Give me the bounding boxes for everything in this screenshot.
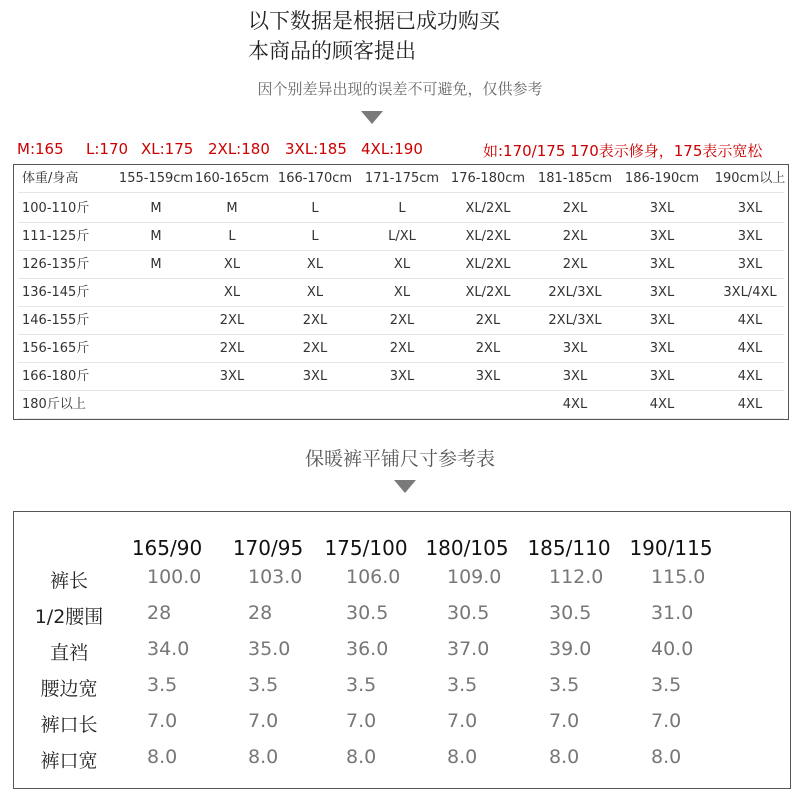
size-cell: 2XL bbox=[219, 313, 245, 328]
measurement-value: 3.5 bbox=[651, 674, 682, 696]
table-row bbox=[14, 223, 788, 251]
size-column-header: 170/95 bbox=[232, 536, 304, 560]
measurement-value: 8.0 bbox=[447, 746, 478, 768]
measurement-value: 3.5 bbox=[248, 674, 279, 696]
size-cell: 3XL bbox=[649, 285, 675, 300]
measurement-value: 7.0 bbox=[549, 710, 580, 732]
measurement-label: 直裆 bbox=[49, 642, 88, 664]
size-cell: 3XL bbox=[649, 257, 675, 272]
size-cell: 2XL bbox=[302, 341, 328, 356]
weight-cell: 180斤以上 bbox=[22, 397, 86, 412]
header-cell: 166-170cm bbox=[277, 171, 353, 186]
table-row bbox=[14, 251, 788, 279]
intro-line-2: 本商品的顾客提出 bbox=[248, 39, 416, 63]
measurement-label: 裤口宽 bbox=[40, 750, 98, 772]
size-cell: 2XL/3XL bbox=[548, 313, 602, 328]
size-cell: 3XL bbox=[389, 369, 415, 384]
measurement-value: 7.0 bbox=[147, 710, 178, 732]
header-cell: 160-165cm bbox=[194, 171, 270, 186]
size-cell: 4XL bbox=[737, 397, 763, 412]
size-cell: 3XL/4XL bbox=[723, 285, 777, 300]
size-cell: XL bbox=[306, 285, 324, 300]
measurement-value: 7.0 bbox=[651, 710, 682, 732]
size-cell: 4XL bbox=[737, 341, 763, 356]
measurement-label: 腰边宽 bbox=[40, 678, 98, 700]
size-cell: 3XL bbox=[562, 369, 588, 384]
size-cell: 2XL bbox=[302, 313, 328, 328]
header-cell: 171-175cm bbox=[364, 171, 440, 186]
row-divider bbox=[18, 418, 784, 419]
header-cell: 181-185cm bbox=[537, 171, 613, 186]
table-row bbox=[14, 335, 788, 363]
size-cell: XL/2XL bbox=[465, 257, 511, 272]
size-cell: 2XL bbox=[562, 229, 588, 244]
size-cell: M bbox=[150, 257, 162, 272]
table-row bbox=[14, 195, 788, 223]
measurement-value: 36.0 bbox=[346, 638, 389, 660]
weight-cell: 156-165斤 bbox=[22, 341, 90, 356]
measurement-value: 30.5 bbox=[346, 602, 389, 624]
size-cell: XL bbox=[306, 257, 324, 272]
measurement-label: 裤长 bbox=[49, 570, 88, 592]
measurement-value: 8.0 bbox=[549, 746, 580, 768]
weight-cell: 100-110斤 bbox=[22, 201, 90, 216]
table-header-row bbox=[14, 165, 788, 193]
size-note: 如:170/175 170表示修身，175表示宽松 bbox=[483, 142, 763, 160]
size-cell: 2XL/3XL bbox=[548, 285, 602, 300]
size-cell: XL bbox=[223, 285, 241, 300]
measurement-value: 103.0 bbox=[248, 566, 303, 588]
weight-cell: 111-125斤 bbox=[22, 229, 90, 244]
weight-cell: 136-145斤 bbox=[22, 285, 90, 300]
size-cell: 2XL bbox=[219, 341, 245, 356]
header-cell: 190cm以上 bbox=[714, 171, 786, 186]
size-cell: XL bbox=[223, 257, 241, 272]
header-cell: 176-180cm bbox=[450, 171, 526, 186]
measurement-value: 8.0 bbox=[346, 746, 377, 768]
header-cell: 155-159cm bbox=[118, 171, 194, 186]
weight-cell: 126-135斤 bbox=[22, 257, 90, 272]
measurement-value: 3.5 bbox=[447, 674, 478, 696]
measurement-value: 28 bbox=[147, 602, 172, 624]
size-cell: XL/2XL bbox=[465, 285, 511, 300]
size-cell: 3XL bbox=[649, 369, 675, 384]
size-map-item: 4XL:190 bbox=[361, 140, 423, 158]
size-column-header: 175/100 bbox=[324, 536, 408, 560]
measurement-value: 3.5 bbox=[346, 674, 377, 696]
size-cell: 3XL bbox=[302, 369, 328, 384]
size-cell: L bbox=[228, 229, 236, 244]
size-cell: 4XL bbox=[649, 397, 675, 412]
size-cell: 3XL bbox=[649, 313, 675, 328]
size-cell: M bbox=[150, 229, 162, 244]
size-column-header: 180/105 bbox=[425, 536, 509, 560]
size-cell: 3XL bbox=[649, 201, 675, 216]
size-cell: 3XL bbox=[475, 369, 501, 384]
intro-title bbox=[248, 6, 500, 66]
size-map-item: M:165 bbox=[17, 140, 64, 158]
table-row bbox=[14, 279, 788, 307]
size-cell: 2XL bbox=[562, 201, 588, 216]
measurement-value: 7.0 bbox=[248, 710, 279, 732]
size-cell: XL/2XL bbox=[465, 229, 511, 244]
measurement-value: 100.0 bbox=[147, 566, 202, 588]
size-cell: L bbox=[398, 201, 406, 216]
size-cell: 2XL bbox=[475, 313, 501, 328]
measurement-value: 7.0 bbox=[346, 710, 377, 732]
measurement-value: 37.0 bbox=[447, 638, 490, 660]
size-cell: 3XL bbox=[737, 229, 763, 244]
size-cell: 2XL bbox=[389, 313, 415, 328]
size-cell bbox=[357, 391, 447, 419]
size-cell: L bbox=[311, 201, 319, 216]
measurement-value: 8.0 bbox=[147, 746, 178, 768]
size-column-header: 165/90 bbox=[131, 536, 203, 560]
down-arrow-icon bbox=[361, 111, 383, 124]
pants-size-table-title: 保暖裤平铺尺寸参考表 bbox=[304, 448, 495, 470]
size-cell: XL bbox=[393, 257, 411, 272]
intro-line-1: 以下数据是根据已成功购买 bbox=[248, 9, 500, 33]
size-cell: 3XL bbox=[562, 341, 588, 356]
measurement-value: 115.0 bbox=[651, 566, 706, 588]
measurement-value: 39.0 bbox=[549, 638, 592, 660]
measurement-value: 28 bbox=[248, 602, 273, 624]
size-column-header: 190/115 bbox=[629, 536, 713, 560]
measurement-value: 34.0 bbox=[147, 638, 190, 660]
measurement-value: 7.0 bbox=[447, 710, 478, 732]
size-cell: 3XL bbox=[737, 201, 763, 216]
table-row bbox=[14, 307, 788, 335]
size-map-item: 3XL:185 bbox=[285, 140, 347, 158]
measurement-value: 8.0 bbox=[248, 746, 279, 768]
down-arrow-icon bbox=[394, 480, 416, 493]
table-row bbox=[14, 391, 788, 419]
size-cell: 4XL bbox=[737, 313, 763, 328]
weight-cell: 166-180斤 bbox=[22, 369, 90, 384]
table-row bbox=[14, 363, 788, 391]
size-cell bbox=[443, 391, 533, 419]
measurement-value: 31.0 bbox=[651, 602, 694, 624]
header-cell: 186-190cm bbox=[624, 171, 700, 186]
size-cell: 2XL bbox=[389, 341, 415, 356]
size-cell: L/XL bbox=[388, 229, 416, 244]
disclaimer-text: 因个别差异出现的误差不可避免，仅供参考 bbox=[257, 80, 543, 98]
size-map-item: XL:175 bbox=[141, 140, 194, 158]
size-column-header: 185/110 bbox=[527, 536, 611, 560]
measurement-value: 35.0 bbox=[248, 638, 291, 660]
measurement-value: 3.5 bbox=[549, 674, 580, 696]
size-cell bbox=[187, 391, 277, 419]
measurement-value: 106.0 bbox=[346, 566, 401, 588]
size-cell: XL/2XL bbox=[465, 201, 511, 216]
size-cell: 2XL bbox=[562, 257, 588, 272]
row-divider bbox=[18, 192, 784, 193]
size-cell: 4XL bbox=[562, 397, 588, 412]
size-recommendation-table bbox=[13, 164, 789, 420]
measurement-value: 30.5 bbox=[447, 602, 490, 624]
measurement-value: 112.0 bbox=[549, 566, 604, 588]
size-cell: 3XL bbox=[737, 257, 763, 272]
measurement-value: 30.5 bbox=[549, 602, 592, 624]
size-cell: M bbox=[150, 201, 162, 216]
measurement-label: 裤口长 bbox=[40, 714, 98, 736]
size-cell: M bbox=[226, 201, 238, 216]
header-cell: 体重/身高 bbox=[22, 171, 79, 186]
size-cell: 3XL bbox=[649, 229, 675, 244]
size-map-item: 2XL:180 bbox=[208, 140, 270, 158]
weight-cell: 146-155斤 bbox=[22, 313, 90, 328]
size-cell: 3XL bbox=[649, 341, 675, 356]
measurement-label: 1/2腰围 bbox=[34, 606, 104, 628]
size-cell: 2XL bbox=[475, 341, 501, 356]
size-cell: 4XL bbox=[737, 369, 763, 384]
size-cell bbox=[270, 391, 360, 419]
size-map-item: L:170 bbox=[86, 140, 129, 158]
measurement-value: 109.0 bbox=[447, 566, 502, 588]
measurement-value: 8.0 bbox=[651, 746, 682, 768]
measurement-value: 40.0 bbox=[651, 638, 694, 660]
size-cell: 3XL bbox=[219, 369, 245, 384]
size-cell: L bbox=[311, 229, 319, 244]
size-cell: XL bbox=[393, 285, 411, 300]
measurement-value: 3.5 bbox=[147, 674, 178, 696]
